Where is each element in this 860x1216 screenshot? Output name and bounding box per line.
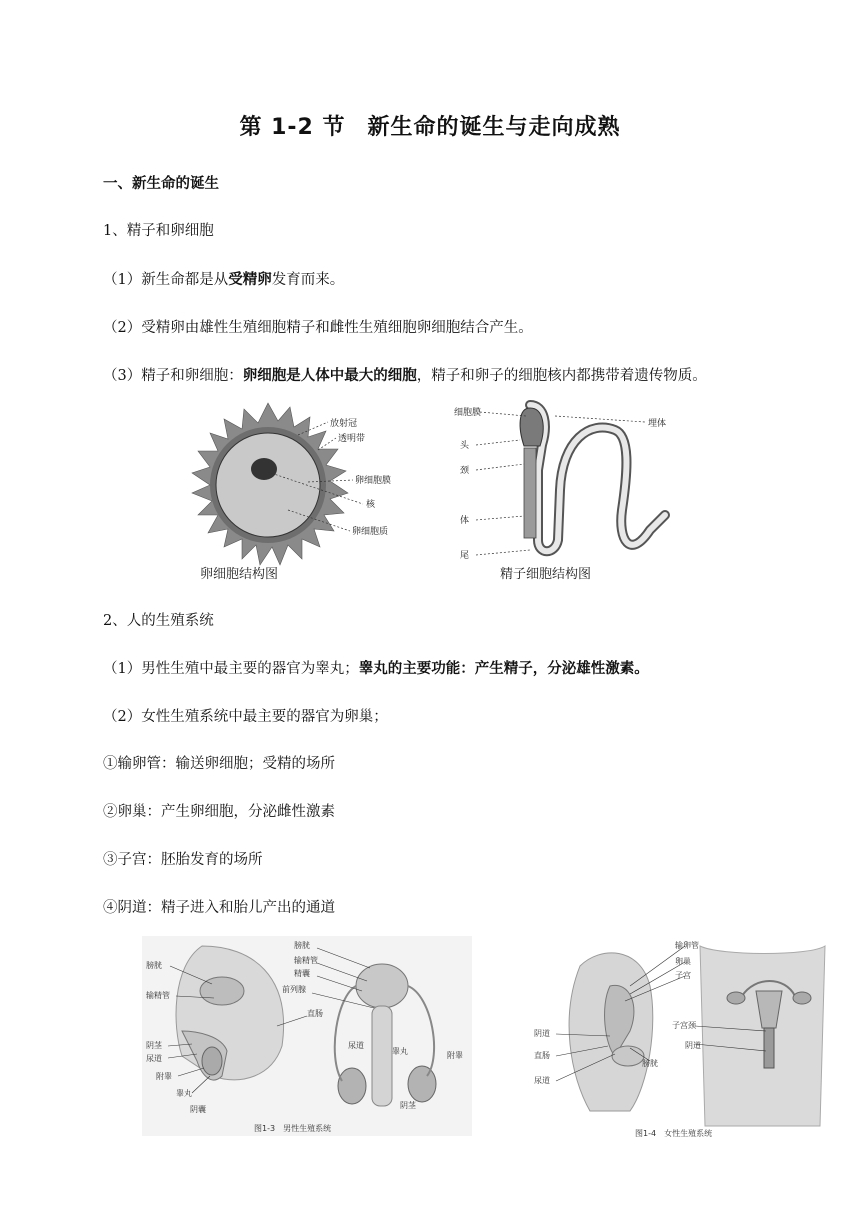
paragraph-3 bbox=[103, 364, 707, 385]
section-number: 第 1-2 节 bbox=[239, 115, 346, 140]
bold-text: 卵细胞是人体中最大的细胞 bbox=[242, 368, 417, 384]
label-cytoplasm: 卵细胞质 bbox=[352, 527, 389, 537]
male-label-bladder-2: 膀胱 bbox=[294, 941, 310, 950]
subheading-reproductive-system: 2、人的生殖系统 bbox=[103, 613, 214, 629]
male-label-rectum: 直肠 bbox=[307, 1009, 323, 1018]
page-title bbox=[0, 110, 860, 141]
label-nucleus: 核 bbox=[366, 500, 376, 510]
female-label-bladder: 膀胱 bbox=[642, 1059, 658, 1068]
paragraph-1 bbox=[103, 268, 344, 289]
nucleus-shape bbox=[251, 458, 277, 480]
sperm-head bbox=[520, 408, 543, 446]
sperm-figure-caption: 精子细胞结构图 bbox=[500, 567, 592, 582]
bold-text: 受精卵 bbox=[228, 272, 272, 288]
male-label-testis: 睾丸 bbox=[176, 1089, 192, 1098]
list-item: ④阴道：精子进入和胎儿产出的通道 bbox=[103, 900, 335, 916]
female-label-uterus: 子宫 bbox=[675, 971, 691, 980]
sperm-body bbox=[524, 448, 536, 538]
text: （1）男性生殖中最主要的器官为睾丸； bbox=[103, 661, 359, 677]
female-figure-caption: 图1-4 女性生殖系统 bbox=[635, 1129, 713, 1138]
label-head: 头 bbox=[460, 441, 470, 451]
list-item: ③子宫：胚胎发育的场所 bbox=[103, 852, 263, 868]
label-zona: 透明带 bbox=[338, 434, 366, 444]
male-label-penis: 阴茎 bbox=[146, 1041, 162, 1050]
text: ，精子和卵子的细胞核内都携带着遗传物质。 bbox=[416, 368, 707, 384]
paragraph-4 bbox=[103, 657, 649, 678]
egg-figure-caption: 卵细胞结构图 bbox=[200, 567, 279, 582]
female-label-cervix: 子宫颈 bbox=[672, 1021, 696, 1030]
label-corona: 放射冠 bbox=[330, 419, 358, 429]
label-tail: 尾 bbox=[460, 551, 470, 561]
male-label-epididymis-2: 附睾 bbox=[447, 1051, 463, 1060]
male-label-epididymis: 附睾 bbox=[156, 1072, 172, 1081]
egg-cell-figure bbox=[168, 400, 418, 585]
male-label-bladder: 膀胱 bbox=[146, 961, 162, 970]
male-label-penis-2: 阴茎 bbox=[400, 1101, 416, 1110]
label-mito: 埋体 bbox=[648, 419, 667, 429]
text: （1）新生命都是从 bbox=[103, 272, 229, 288]
female-front-body bbox=[700, 946, 825, 1126]
paragraph-5: （2）女性生殖系统中最主要的器官为卵巢； bbox=[103, 709, 388, 725]
text: 发育而来。 bbox=[271, 272, 345, 288]
female-system-figure bbox=[530, 936, 830, 1141]
sperm-cell-figure bbox=[450, 400, 710, 585]
male-label-seminal: 精囊 bbox=[294, 969, 310, 978]
female-label-vagina-side: 阴道 bbox=[534, 1029, 550, 1038]
male-figure-caption: 图1-3 男性生殖系统 bbox=[254, 1124, 332, 1133]
section-heading: 一、新生命的诞生 bbox=[103, 176, 219, 192]
female-label-tube: 输卵管 bbox=[675, 941, 699, 950]
male-label-urethra: 尿道 bbox=[146, 1054, 162, 1063]
female-label-vagina: 阴道 bbox=[685, 1041, 701, 1050]
label-neck: 颈 bbox=[460, 466, 470, 476]
label-membrane: 卵细胞膜 bbox=[355, 476, 392, 486]
bold-text: 睾丸的主要功能：产生精子，分泌雄性激素。 bbox=[358, 661, 649, 677]
male-label-scrotum: 阴囊 bbox=[190, 1105, 206, 1114]
paragraph-2: （2）受精卵由雄性生殖细胞精子和雌性生殖细胞卵细胞结合产生。 bbox=[103, 320, 533, 336]
cytoplasm-shape bbox=[216, 433, 320, 537]
female-label-ovary: 卵巢 bbox=[675, 957, 691, 966]
male-system-figure bbox=[142, 936, 472, 1136]
male-label-vas: 输精管 bbox=[146, 991, 170, 1000]
title-text: 新生命的诞生与走向成熟 bbox=[367, 115, 621, 140]
text: （3）精子和卵细胞： bbox=[103, 368, 243, 384]
male-label-vas-2: 输精管 bbox=[294, 956, 318, 965]
list-item: ①输卵管：输送卵细胞；受精的场所 bbox=[103, 756, 335, 772]
subheading-sperm-egg: 1、精子和卵细胞 bbox=[103, 223, 214, 239]
female-label-urethra: 尿道 bbox=[534, 1076, 550, 1085]
male-label-testis-2: 睾丸 bbox=[392, 1047, 408, 1056]
male-label-prostate: 前列腺 bbox=[282, 985, 306, 994]
female-label-rectum: 直肠 bbox=[534, 1051, 550, 1060]
list-item: ②卵巢：产生卵细胞，分泌雌性激素 bbox=[103, 804, 335, 820]
male-label-urethra-2: 尿道 bbox=[348, 1041, 364, 1050]
label-sperm-membrane: 细胞膜 bbox=[454, 408, 482, 418]
label-body: 体 bbox=[460, 516, 470, 526]
